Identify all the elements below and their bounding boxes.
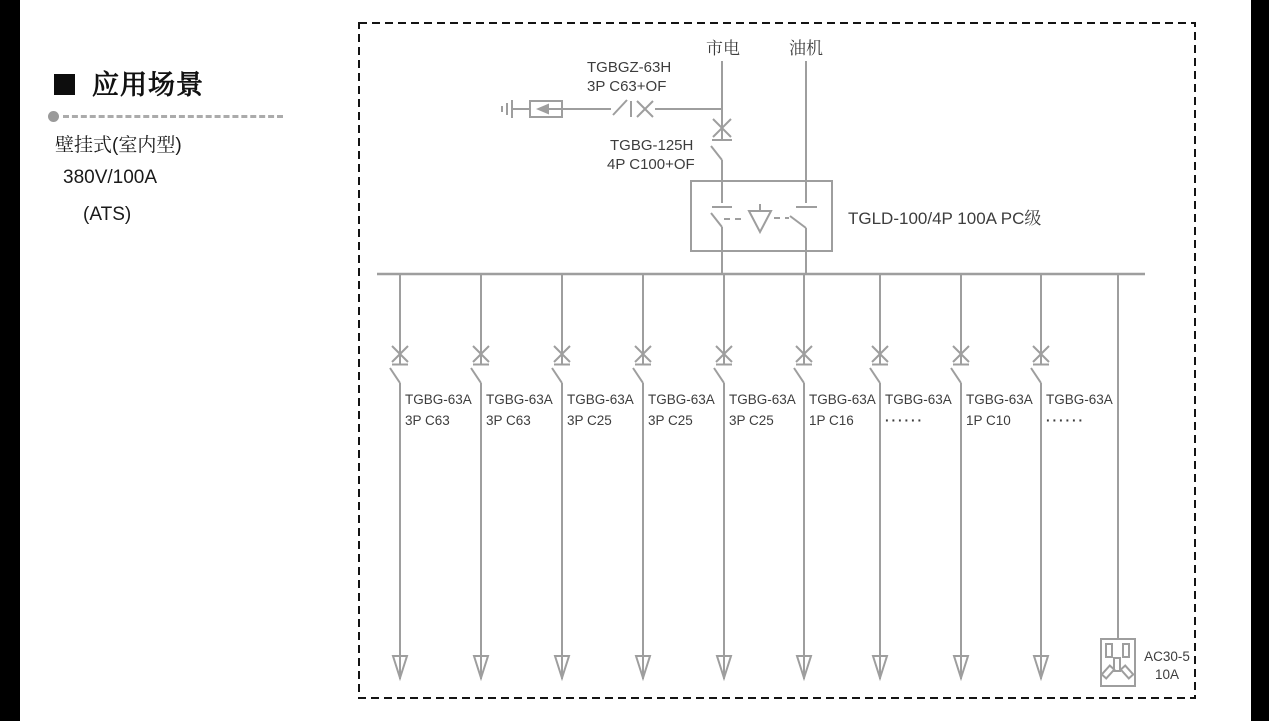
branch-model: TGBG-63A [567,392,634,407]
branch-model: TGBG-63A [1046,392,1113,407]
main-breaker-model: TGBG-125H [610,137,694,154]
branch-circuit-2 [471,274,553,679]
breaker-blade-icon [471,368,481,383]
branch-model: TGBG-63A [809,392,876,407]
breaker-blade-icon [794,368,804,383]
mains-source-label: 市电 [706,39,740,58]
breaker-blade-icon [633,368,643,383]
branch-circuit-7 [870,274,952,679]
breaker-blade-icon [870,368,880,383]
mains-incoming-line [711,61,732,181]
branch-spec: ······ [885,413,924,428]
spec-voltage-current: 380V/100A [63,167,158,188]
spec-mounting-type: 壁挂式(室内型) [55,135,182,156]
branch-circuit-5 [714,274,796,679]
socket-model: AC30-5 [1144,649,1190,664]
spd-breaker-spec: 3P C63+OF [587,78,667,95]
ats-mechanism-triangle-icon [749,211,771,232]
branch-circuit-6 [794,274,876,679]
branch-model: TGBG-63A [966,392,1033,407]
socket-slot-bottom-left [1102,666,1114,679]
earth-ground-icon [502,100,512,118]
socket-branch [1101,274,1190,686]
breaker-blade-icon [552,368,562,383]
diagram-dashed-border [359,23,1195,698]
spd-breaker-model: TGBGZ-63H [587,59,672,76]
spd-arrow-icon [536,104,549,115]
spd-branch [502,59,722,118]
ats-switch [691,181,1041,274]
section-title: 应用场景 [92,70,204,100]
ats-right-blade-icon [790,216,806,228]
main-breaker-blade-icon [711,146,722,160]
spec-ats: (ATS) [83,204,132,225]
branch-spec: 1P C10 [966,413,1011,428]
spd-breaker-blade-icon [613,100,627,115]
branch-circuit-3 [552,274,634,679]
branch-spec: 1P C16 [809,413,854,428]
main-breaker-spec: 4P C100+OF [607,156,695,173]
branch-model: TGBG-63A [648,392,715,407]
branch-spec: 3P C25 [648,413,693,428]
branch-spec: ······ [1046,413,1085,428]
breaker-blade-icon [951,368,961,383]
socket-slot-top-right [1123,644,1129,657]
breaker-blade-icon [1031,368,1041,383]
branch-model: TGBG-63A [486,392,553,407]
branch-spec: 3P C63 [486,413,531,428]
genset-source-label: 油机 [789,39,823,58]
socket-slot-bottom-right [1121,666,1133,679]
ats-left-blade-icon [711,213,722,227]
branch-spec: 3P C25 [729,413,774,428]
branch-circuit-8 [951,274,1033,679]
branch-circuit-1 [390,274,472,679]
breaker-blade-icon [390,368,400,383]
branch-model: TGBG-63A [729,392,796,407]
branch-spec: 3P C25 [567,413,612,428]
socket-rating: 10A [1154,667,1180,682]
ats-label: TGLD-100/4P 100A PC级 [848,209,1042,228]
breaker-blade-icon [714,368,724,383]
branch-model: TGBG-63A [405,392,472,407]
branch-spec: 3P C63 [405,413,450,428]
socket-slot-top-left [1106,644,1112,657]
branch-circuit-9 [1031,274,1113,679]
branch-model: TGBG-63A [885,392,952,407]
branch-circuit-4 [633,274,715,679]
spd-breaker-x-icon [637,101,653,117]
